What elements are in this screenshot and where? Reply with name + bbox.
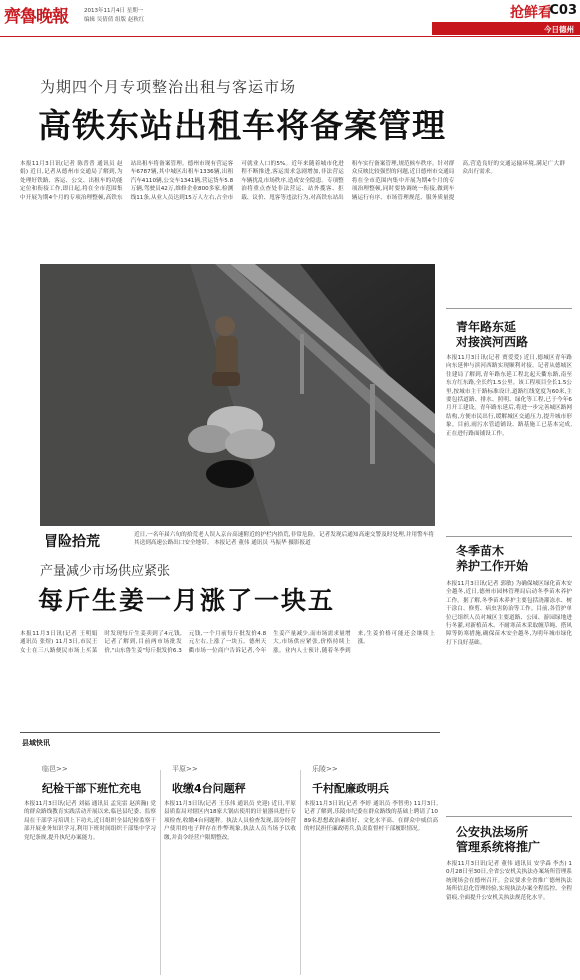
highway-scavenger-image <box>40 264 435 526</box>
section-title: 抢鲜看 <box>510 5 552 21</box>
county-headline-3: 千村配廉政明兵 <box>312 782 389 795</box>
county-news-header: 县域快讯 <box>22 739 50 747</box>
subsection-label: 今日德州 <box>544 25 574 34</box>
county-column-divider <box>300 770 301 975</box>
lead-kicker: 为期四个月专项整治出租与客运市场 <box>40 78 297 96</box>
page-number: C03 <box>549 3 577 18</box>
county-article-3: 本报11月3日讯(记者 李婷 通讯员 李智勇) 11月3日,记者了解到,乐陵市纪委在群众路线的基础上聘请了1089名思想政治素质好、文化水平高、在群众中威信高的村民担任廉政明兵,负责监督村干部履职情况。 <box>304 801 438 833</box>
newspaper-logo: 齊魯晚報 <box>4 7 68 27</box>
side-headline-3-line1: 公安执法场所 <box>456 825 529 839</box>
ginger-article-body: 本报11月3日讯(记者 王明娟 通讯员 张煜) 11月3日,市民王女士在三八路便民市场上买菜时发现每斤生姜卖到了4元钱,记者了解到,目前两市场批发价,"山东鲁生姜"每斤批发价6.3元钱,一个月前每斤批发价4.8元左右,上涨了一块五。德州天衢市场一位商户告诉记者,今年生姜产量减少,而市场需求量增大,市场供应紧张,价格持续上涨。业内人士预计,随着冬季到来,生姜价格可能还会继续上涨。 <box>20 631 435 654</box>
side-article-3: 本报11月3日讯(记者 董伟 通讯员 安学森 李杰) 10月28日至30日,全省公安机关执法办案场所管理系统现场会在德州召开。会议要求全省推广德州执法场所信息化管理经验,实现执法办案全程监控、全程留痕,全面提升公安机关执法规范化水平。 <box>446 861 572 901</box>
column-divider <box>446 308 572 309</box>
side-headline-3-line2: 管理系统将推广 <box>456 840 541 854</box>
county-article-2: 本报11月3日讯(记者 王乐伟 通讯员 史迎) 近日,平原县质监局对辖区内18家大锅店使用的计量器具进行专项检查,收缴4台问题秤。执法人员检查发现,部分经营户使用的电子秤存在作弊现象,执法人员当场予以收缴,并责令经营户限期整改。 <box>164 801 296 841</box>
news-photo <box>40 264 435 526</box>
ginger-kicker: 产量减少市场供应紧张 <box>40 564 171 579</box>
side-headline-2 <box>456 544 528 574</box>
side-headline-3 <box>456 825 540 855</box>
editor-credits: 编辑 吴倩倩 组版 赵秋红 <box>84 17 145 23</box>
side-headline-1 <box>456 320 528 350</box>
photo-caption: 近日,一名年届六旬的拾荒老人误入京台高速附近的护栏内拾荒,非常危险。记者发现后通知高速交警及时处理,并用警车将其送到高速公路出口安全地带。 本报记者 董伟 通讯员 马振华 摄影报道 <box>134 532 434 547</box>
county-place-3: 乐陵>> <box>312 765 338 773</box>
issue-date: 2013年11月4日 星期一 <box>84 8 144 14</box>
county-headline-1: 纪检干部下班忙充电 <box>42 782 141 795</box>
county-article-1: 本报11月3日讯(记者 刘福 通讯员 孟宪雷 赵滨瀚) 党的群众路线教育实践活动开展以来,临邑县纪委、监察局在干部学习培训上下功夫,近日组织全县纪检监察干部开展业务知识学习,利用下班时间组织干部集中学习党纪条规,提升执纪办案能力。 <box>24 801 156 841</box>
county-column-divider <box>160 770 161 975</box>
column-divider <box>446 816 572 817</box>
ginger-headline: 每斤生姜一月涨了一块五 <box>38 586 336 615</box>
side-headline-2-line2: 养护工作开始 <box>456 559 529 573</box>
photo-caption-title: 冒险拾荒 <box>44 534 100 550</box>
county-place-1: 临邑>> <box>42 765 68 773</box>
county-place-2: 平原>> <box>172 765 198 773</box>
side-article-1: 本报11月3日讯(记者 贾爱爱) 近日,德城区青年路向东延伸与滨河西路实现顺利对接。记者从德城区住建局了解到,青年路东延工程北起天衢东路,南至东方红东路,全长约1.5公里。该工程项目全长1.5公里,按城市主干路标准设计,道路红线宽度为60米,主要包括道路、排水、照明、绿化等工程,已于今年6月开工建设。青年路东延后,将进一步完善城区路网结构,方便市民出行,缓解城区交通压力,提升城市形象。目前,雨污水管道铺设、路基施工已基本完成,正在进行路面铺设工作。 <box>446 355 572 437</box>
page-header <box>0 0 580 38</box>
side-headline-1-line1: 青年路东延 <box>456 320 517 334</box>
lead-headline: 高铁东站出租车将备案管理 <box>38 106 446 145</box>
side-headline-1-line2: 对接滨河西路 <box>456 335 529 349</box>
lead-article-body: 本报11月3日讯(记者 陈普普 通讯员 赵娟) 近日,记者从德州市交通局了解到,为处理好铁路、客运、公交、出租车的功能定位和衔接工作,即日起,将在全市范围集中开展为期4个月的专项治理整顿,高铁东站出租车将备案管理。德州市现有营运客车6787辆,其中城区出租车1336辆,出租汽车4110辆,公交车1341辆,营运货车5.8万辆,驾驶员42万,维修企业800多家,检测线11条,从业人员达到15万人左右,占全市可就业人口的5%。近年来随着城市化进程不断推进,客运需求急剧增加,非法营运车辆扰乱市场秩序,造成安全隐患。专项整治将重点查处非法营运、站外揽客、拒载、议价、甩客等违法行为,对高铁东站出租车实行备案管理,规范候车秩序。针对群众反映比较强烈的问题,近日德州市交通局将在全市范围内集中开展为期4个月的专项治理整顿,同时要协调统一衔接,做到车辆运行有序、市场管理规范、服务质量提高,营造良好的交通运输环境,满足广大群众出行需求。 <box>20 161 565 201</box>
column-divider <box>446 536 572 537</box>
header-divider <box>0 36 580 37</box>
side-article-2: 本报11月3日讯(记者 郭敏) 为确保城区绿化苗木安全越冬,近日,德州市园林管理局启动冬季苗木养护工作。据了解,冬季苗木养护主要包括浇灌冻水、树干涂白、修剪、病虫害防治等工作。目前,各管护单位已组织人员对城区主要道路、公园、游园绿地进行冬灌,对新植苗木、不耐寒苗木采取缠草绳、搭风障等防寒措施,确保苗木安全越冬,为明年城市绿化打下良好基础。 <box>446 581 572 646</box>
side-headline-2-line1: 冬季苗木 <box>456 544 505 558</box>
county-headline-2: 收缴4台问题秤 <box>172 782 246 795</box>
